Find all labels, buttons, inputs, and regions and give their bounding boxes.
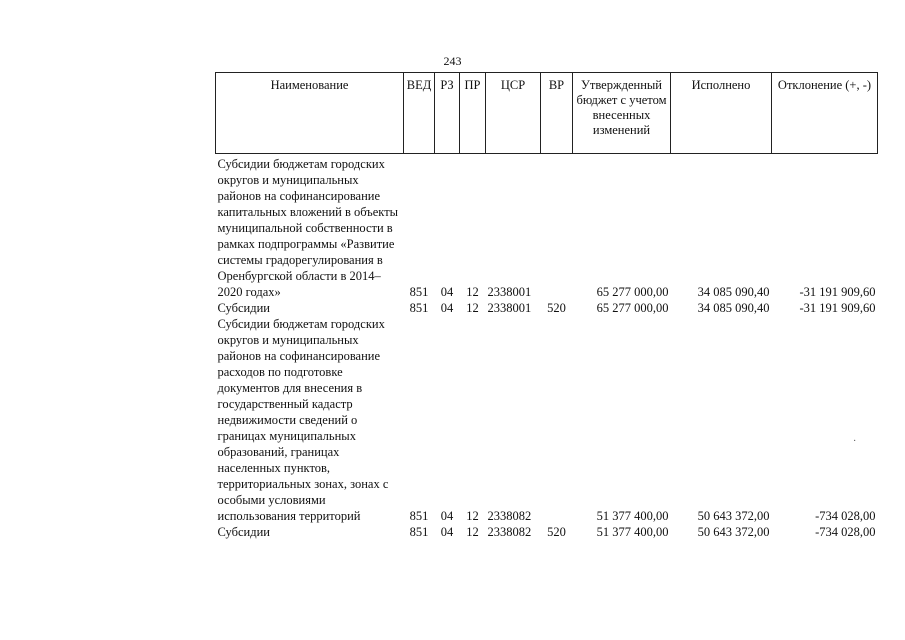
row-name: Субсидии бюджетам городских округов и муниципальных районов на софинансирование капитальных вложений в объекты муниципальной собственности в рамках подпрограммы «Развитие системы градорегулирования в Оренбургской области в 2014–2020 годах» bbox=[217, 157, 399, 299]
row-name: Субсидии bbox=[217, 301, 270, 315]
header-pr: ПР bbox=[460, 73, 486, 154]
header-rz: РЗ bbox=[435, 73, 460, 154]
header-csr: ЦСР bbox=[486, 73, 541, 154]
header-approved: Утвержденный бюджет с учетом внесенных изменений bbox=[573, 73, 671, 154]
row-rz: 04 bbox=[440, 301, 454, 315]
header-name: Наименование bbox=[216, 73, 404, 154]
row-csr: 2338082 bbox=[487, 525, 532, 539]
row-csr: 2338082 bbox=[487, 509, 532, 523]
row-pr: 12 bbox=[466, 525, 479, 539]
row-executed: 50 643 372,00 bbox=[697, 509, 770, 523]
row-deviation: -734 028,00 bbox=[815, 509, 876, 523]
row-deviation: -734 028,00 bbox=[815, 525, 876, 539]
header-executed: Исполнено bbox=[671, 73, 772, 154]
row-approved: 51 377 400,00 bbox=[596, 525, 669, 539]
row-pr: 12 bbox=[466, 509, 479, 523]
row-name: Субсидии бюджетам городских округов и муниципальных районов на софинансирование расходов по подготовке документов для внесения в государственный кадастр недвижимости сведений о границах муниципальных образований, границах населенных пунктов, территориальных зонах, зонах с особыми условиями использования территорий bbox=[217, 317, 389, 523]
row-vr: 520 bbox=[547, 525, 566, 539]
header-ved: ВЕД bbox=[404, 73, 435, 154]
row-approved: 65 277 000,00 bbox=[596, 285, 669, 299]
row-ved: 851 bbox=[409, 509, 429, 523]
row-ved: 851 bbox=[409, 525, 429, 539]
row-vr: 520 bbox=[547, 301, 566, 315]
row-deviation: -31 191 909,60 bbox=[799, 301, 876, 315]
table-row bbox=[216, 300, 878, 316]
table-row bbox=[216, 524, 878, 540]
row-pr: 12 bbox=[466, 301, 479, 315]
page-number: 243 bbox=[443, 54, 462, 68]
budget-table bbox=[215, 72, 878, 540]
row-vr bbox=[541, 316, 573, 524]
table-row bbox=[216, 316, 878, 524]
row-pr: 12 bbox=[466, 285, 479, 299]
row-approved: 51 377 400,00 bbox=[596, 509, 669, 523]
row-rz: 04 bbox=[440, 285, 454, 299]
row-executed: 34 085 090,40 bbox=[697, 301, 770, 315]
row-executed: 34 085 090,40 bbox=[697, 285, 770, 299]
row-ved: 851 bbox=[409, 285, 429, 299]
table-row bbox=[216, 156, 878, 300]
row-vr bbox=[541, 156, 573, 300]
header-vr: ВР bbox=[541, 73, 573, 154]
row-csr: 2338001 bbox=[487, 301, 532, 315]
row-deviation: -31 191 909,60 bbox=[799, 285, 876, 299]
table-header-row bbox=[216, 73, 878, 154]
scan-speck: · bbox=[853, 436, 857, 447]
row-rz: 04 bbox=[440, 509, 454, 523]
header-deviation: Отклонение (+, -) bbox=[772, 73, 878, 154]
row-ved: 851 bbox=[409, 301, 429, 315]
row-approved: 65 277 000,00 bbox=[596, 301, 669, 315]
row-executed: 50 643 372,00 bbox=[697, 525, 770, 539]
row-csr: 2338001 bbox=[487, 285, 532, 299]
row-name: Субсидии bbox=[217, 525, 270, 539]
row-rz: 04 bbox=[440, 525, 454, 539]
